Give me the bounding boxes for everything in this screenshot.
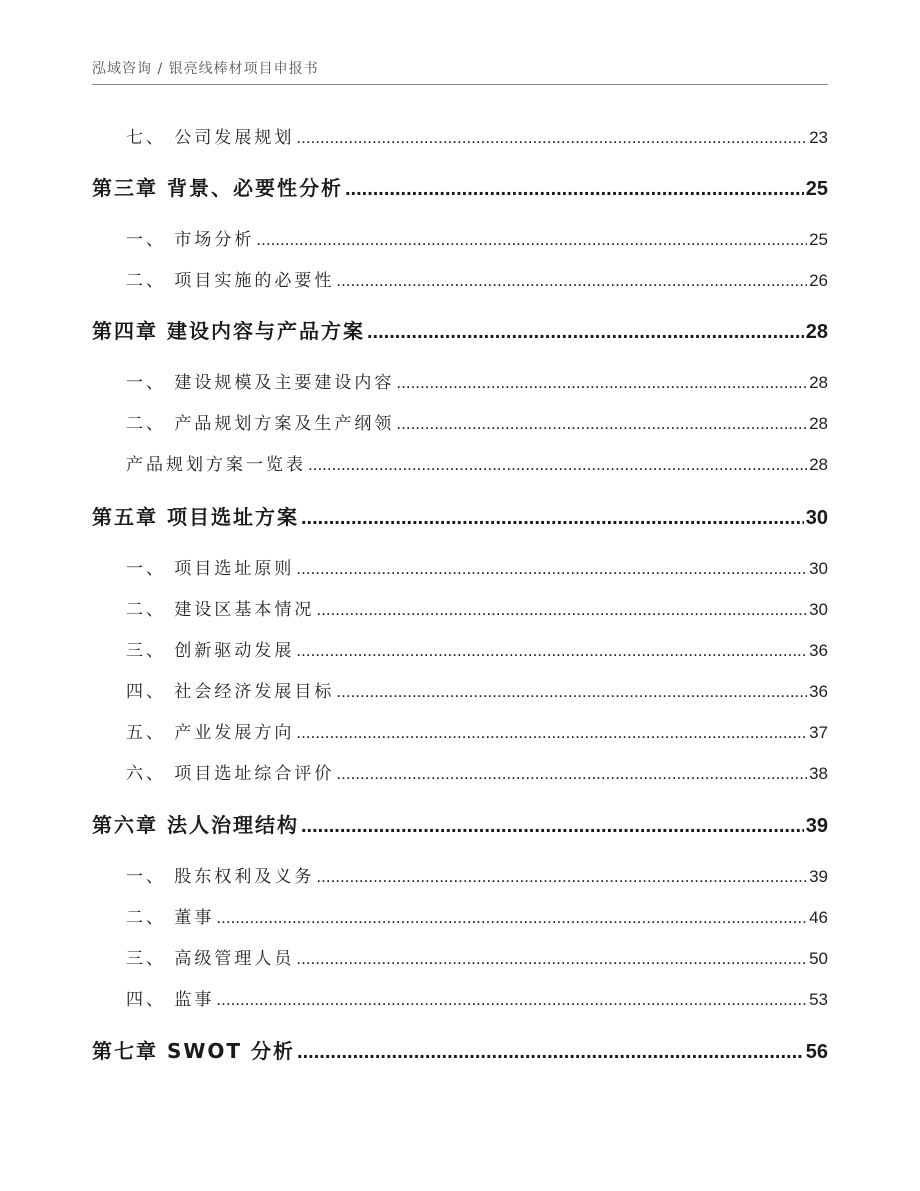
toc-dot-leader — [296, 128, 807, 148]
toc-entry-title: 二、 建设区基本情况 — [126, 600, 315, 620]
toc-entry-title: 产品规划方案一览表 — [126, 455, 306, 475]
toc-entry-page: 25 — [809, 230, 828, 249]
toc-entry[interactable] — [92, 759, 828, 784]
toc-entry-title: 三、 高级管理人员 — [126, 949, 295, 969]
toc-dot-leader — [296, 641, 807, 661]
toc-entry[interactable] — [92, 718, 828, 743]
toc-chapter[interactable] — [92, 501, 828, 530]
toc-entry-page: 30 — [809, 559, 828, 578]
toc-entry-page: 30 — [809, 600, 828, 619]
toc-dot-leader — [296, 559, 807, 579]
toc-dot-leader — [345, 178, 804, 201]
toc-dot-leader — [216, 908, 807, 928]
toc-chapter-title: 第三章 背景、必要性分析 — [92, 176, 343, 200]
toc-entry-title: 一、 项目选址原则 — [126, 559, 295, 579]
toc-dot-leader — [296, 949, 807, 969]
toc-entry-page: 36 — [809, 682, 828, 701]
toc-dot-leader — [301, 815, 804, 838]
toc-entry[interactable] — [92, 862, 828, 887]
toc-entry[interactable] — [92, 554, 828, 579]
toc-chapter-title: 第四章 建设内容与产品方案 — [92, 319, 365, 343]
toc-entry[interactable] — [92, 225, 828, 250]
toc-dot-leader — [336, 764, 807, 784]
toc-entry-title: 二、 项目实施的必要性 — [126, 271, 335, 291]
toc-entry-page: 50 — [809, 949, 828, 968]
toc-entry-title: 一、 建设规模及主要建设内容 — [126, 373, 395, 393]
toc-entry[interactable] — [92, 595, 828, 620]
toc-entry-title: 一、 股东权利及义务 — [126, 867, 315, 887]
toc-entry[interactable] — [92, 450, 828, 475]
toc-dot-leader — [367, 321, 804, 344]
toc-chapter[interactable] — [92, 1035, 828, 1064]
toc-entry[interactable] — [92, 409, 828, 434]
toc-dot-leader — [316, 867, 807, 887]
header-text: 泓域咨询 / 银亮线棒材项目申报书 — [92, 61, 319, 77]
toc-entry-page: 23 — [809, 128, 828, 147]
toc-chapter[interactable] — [92, 809, 828, 838]
toc-entry-title: 一、 市场分析 — [126, 230, 255, 250]
toc-entry-title: 三、 创新驱动发展 — [126, 641, 295, 661]
toc-entry-page: 28 — [809, 455, 828, 474]
toc-entry-page: 46 — [809, 908, 828, 927]
toc-entry-title: 七、 公司发展规划 — [126, 128, 295, 148]
toc-chapter-title: 第七章 SWOT 分析 — [92, 1039, 296, 1063]
toc-dot-leader — [316, 600, 807, 620]
toc-chapter-page: 25 — [805, 178, 828, 200]
toc-dot-leader — [296, 723, 807, 743]
toc-chapter-title: 第六章 法人治理结构 — [92, 813, 299, 837]
toc-dot-leader — [336, 682, 807, 702]
toc-chapter-page: 56 — [805, 1041, 828, 1063]
toc-entry-title: 四、 社会经济发展目标 — [126, 682, 335, 702]
toc-entry[interactable] — [92, 636, 828, 661]
page-header — [92, 58, 828, 85]
toc-entry-title: 五、 产业发展方向 — [126, 723, 295, 743]
toc-dot-leader — [336, 271, 807, 291]
toc-entry[interactable] — [92, 266, 828, 291]
toc-chapter-page: 30 — [805, 507, 828, 529]
toc-chapter-title: 第五章 项目选址方案 — [92, 505, 299, 529]
toc-entry[interactable] — [92, 368, 828, 393]
toc-dot-leader — [308, 455, 807, 475]
toc-chapter-page: 39 — [805, 815, 828, 837]
toc-entry-page: 28 — [809, 373, 828, 392]
toc-entry[interactable] — [92, 944, 828, 969]
toc-dot-leader — [396, 373, 807, 393]
toc-dot-leader — [256, 230, 807, 250]
toc-entry-page: 28 — [809, 414, 828, 433]
toc-chapter-page: 28 — [805, 321, 828, 343]
toc-entry-page: 26 — [809, 271, 828, 290]
toc-entry-page: 36 — [809, 641, 828, 660]
toc-entry-title: 四、 监事 — [126, 990, 215, 1010]
toc-entry-page: 53 — [809, 990, 828, 1009]
toc-entry-page: 38 — [809, 764, 828, 783]
toc-entry[interactable] — [92, 123, 828, 148]
toc-entry-page: 39 — [809, 867, 828, 886]
toc-chapter[interactable] — [92, 315, 828, 344]
toc-entry-title: 二、 产品规划方案及生产纲领 — [126, 414, 395, 434]
toc-entry[interactable] — [92, 985, 828, 1010]
toc-dot-leader — [297, 1041, 804, 1064]
toc-chapter[interactable] — [92, 172, 828, 201]
toc-entry[interactable] — [92, 903, 828, 928]
toc-dot-leader — [216, 990, 807, 1010]
toc-entry[interactable] — [92, 677, 828, 702]
toc-dot-leader — [396, 414, 807, 434]
toc-entry-page: 37 — [809, 723, 828, 742]
toc-entry-title: 六、 项目选址综合评价 — [126, 764, 335, 784]
toc-entry-title: 二、 董事 — [126, 908, 215, 928]
toc-dot-leader — [301, 507, 804, 530]
